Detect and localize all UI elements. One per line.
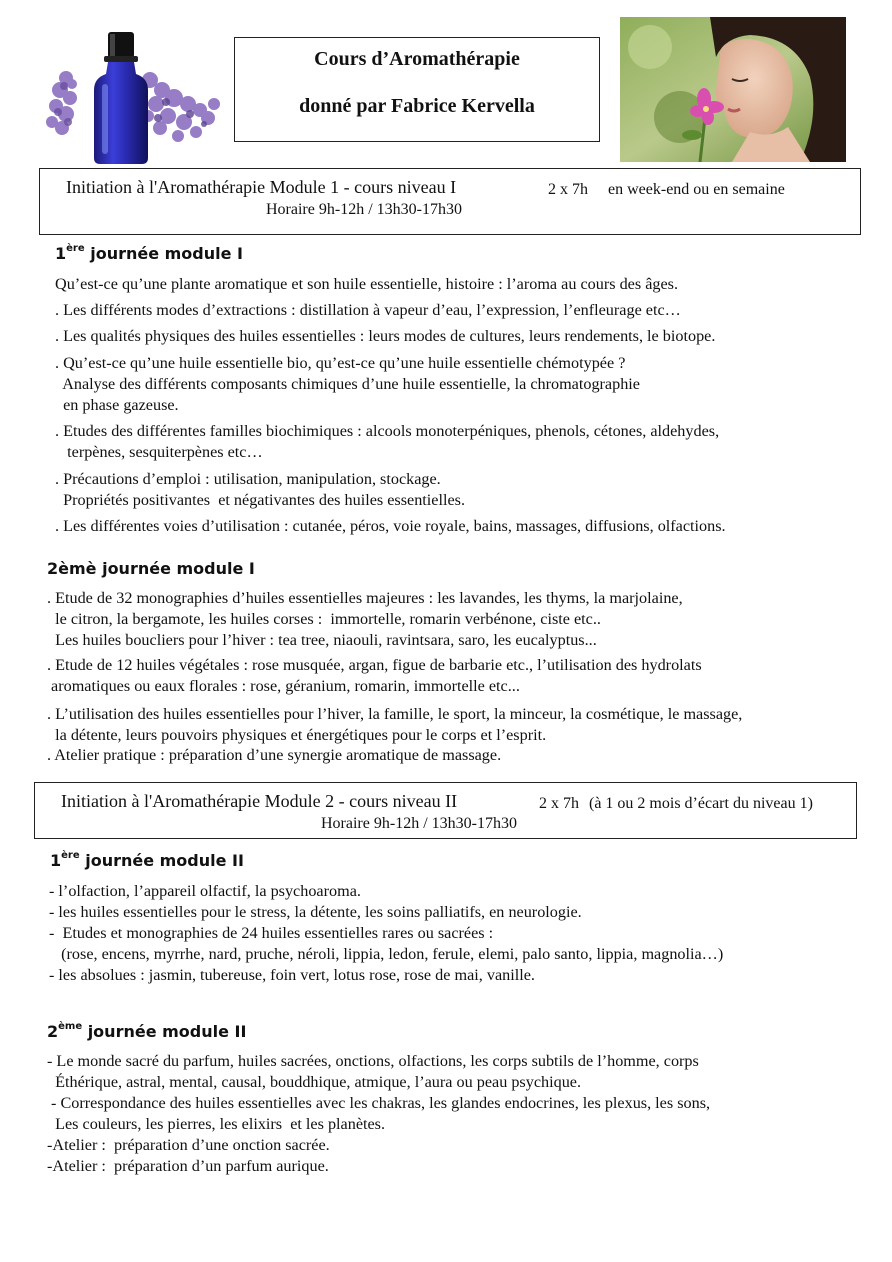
list-item: . Etudes des différentes familles biochimiques : alcools monoterpéniques, phenols, cétones, aldehydes, terpènes, sesquiterpènes etc…	[55, 422, 720, 461]
list-item: -Atelier : préparation d’un parfum aurique.	[47, 1157, 329, 1175]
module1-day1-heading: 1ère journée module I	[55, 242, 243, 263]
list-item: . Les qualités physiques des huiles essentielles : leurs modes de cultures, leurs rendements, le biotope.	[55, 327, 716, 345]
list-item: - les absolues : jasmin, tubereuse, foin vert, lotus rose, rose de mai, vanille.	[49, 966, 535, 984]
course-instructor: donné par Fabrice Kervella	[299, 95, 535, 117]
module2-day1-list	[49, 881, 869, 986]
module1-day2-heading: 2èmè journée module I	[47, 559, 255, 578]
woman-smelling-flower-icon	[620, 17, 846, 162]
module1-header-box	[39, 168, 861, 235]
essential-oil-bottle-lavender-icon	[38, 18, 228, 166]
list-item: Éthérique, astral, mental, causal, bouddhique, atmique, l’aura ou peau psychique.	[47, 1073, 582, 1091]
list-item: - les huiles essentielles pour le stress, la détente, les soins palliatifs, en neurologie.	[49, 903, 582, 921]
list-item: - Etudes et monographies de 24 huiles essentielles rares ou sacrées :	[49, 924, 494, 942]
list-item: . Etude de 12 huiles végétales : rose musquée, argan, figue de barbarie etc., l’utilisation des hydrolats aromatiques ou eaux florales : rose, géranium, romarin, immortelle etc...	[47, 656, 702, 695]
module2-day2-list	[47, 1051, 877, 1177]
module2-schedule: Horaire 9h-12h / 13h30-17h30	[321, 815, 517, 832]
list-item: . Les différentes voies d’utilisation : cutanée, péros, voie royale, bains, massages, diffusions, olfactions.	[55, 517, 726, 535]
list-item: . Qu’est-ce qu’une huile essentielle bio, qu’est-ce qu’une huile essentielle chémotypée ? Analyse des différents composants chimiques d’une huile essentielle, la chromatographie en phase gazeuse.	[55, 354, 640, 414]
list-item: Les couleurs, les pierres, les elixirs et les planètes.	[47, 1115, 386, 1133]
module1-when: en week-end ou en semaine	[608, 181, 785, 198]
list-item: - Correspondance des huiles essentielles avec les chakras, les glandes endocrines, les plexus, les sons,	[47, 1094, 711, 1112]
module2-day2-heading: 2ème journée module II	[47, 1020, 247, 1041]
module2-day1-heading: 1ère journée module II	[50, 849, 244, 870]
module2-when: (à 1 ou 2 mois d’écart du niveau 1)	[589, 795, 813, 812]
list-item: (rose, encens, myrrhe, nard, pruche, néroli, lippia, ledon, ferule, elemi, palo santo, lippia, magnolia…)	[49, 945, 724, 963]
module1-duration: 2 x 7h	[548, 181, 588, 198]
module1-schedule: Horaire 9h-12h / 13h30-17h30	[266, 201, 462, 218]
list-item: - l’olfaction, l’appareil olfactif, la psychoaroma.	[49, 882, 361, 900]
list-item: . L’utilisation des huiles essentielles pour l’hiver, la famille, le sport, la minceur, la cosmétique, le massage, la détente, leurs pouvoirs physiques et énergétiques pour le corps et l’esprit.	[47, 705, 743, 744]
module2-header-box	[34, 782, 857, 839]
list-item: Qu’est-ce qu’une plante aromatique et son huile essentielle, histoire : l’aroma au cours des âges.	[55, 275, 679, 293]
course-title: Cours d’Aromathérapie	[314, 48, 520, 70]
list-item: . Précautions d’emploi : utilisation, manipulation, stockage. Propriétés positivantes et négativantes des huiles essentielles.	[55, 470, 465, 509]
module2-duration: 2 x 7h	[539, 795, 579, 812]
title-box	[234, 37, 600, 142]
list-item: . Atelier pratique : préparation d’une synergie aromatique de massage.	[47, 746, 502, 764]
list-item: . Les différents modes d’extractions : distillation à vapeur d’eau, l’expression, l’enfleurage etc…	[55, 301, 681, 319]
list-item: - Le monde sacré du parfum, huiles sacrées, onctions, olfactions, les corps subtils de l’homme, corps	[47, 1052, 699, 1070]
list-item: . Etude de 32 monographies d’huiles essentielles majeures : les lavandes, les thyms, la marjolaine, le citron, la bergamote, les huiles corses : immortelle, romarin verbénone, ciste etc.. Les huiles boucliers pour l’hiver : tea tree, niaouli, ravintsara, saro, les eucalyptus...	[47, 589, 683, 649]
module2-title: Initiation à l'Aromathérapie Module 2 - cours niveau II	[61, 791, 458, 811]
module1-title: Initiation à l'Aromathérapie Module 1 - cours niveau I	[66, 177, 457, 197]
list-item: -Atelier : préparation d’une onction sacrée.	[47, 1136, 330, 1154]
